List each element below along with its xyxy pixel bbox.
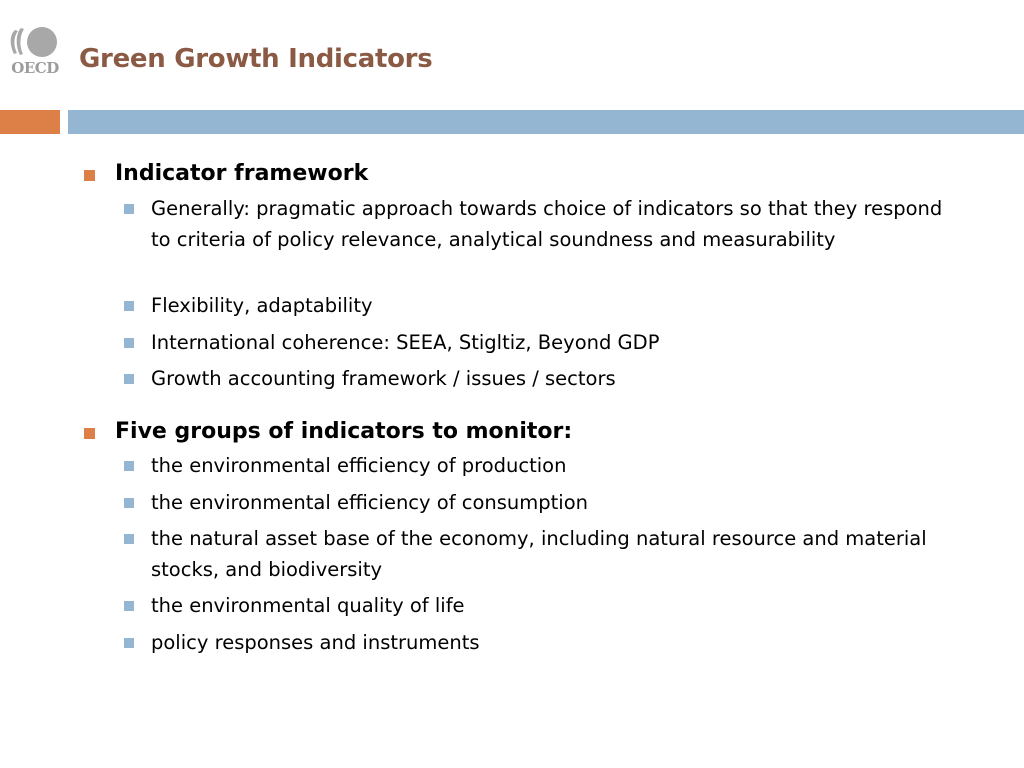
item-bullet — [124, 601, 134, 611]
list-item: International coherence: SEEA, Stigltiz, Beyond GDP — [151, 331, 660, 354]
list-item: the environmental quality of life — [151, 594, 465, 617]
oecd-logo-icon — [6, 24, 64, 60]
item-bullet — [124, 638, 134, 648]
oecd-logo — [6, 24, 64, 80]
list-item: the natural asset base of the economy, including natural resource and material stocks, and biodiversity — [151, 527, 927, 581]
item-bullet — [124, 498, 134, 508]
item-bullet — [124, 461, 134, 471]
section-bullet — [84, 428, 95, 439]
section-bullet — [84, 170, 95, 181]
title-accent-bar-orange — [0, 110, 60, 134]
slide-title: Green Growth Indicators — [79, 44, 433, 74]
list-item: Generally: pragmatic approach towards choice of indicators so that they respond to criteria of policy relevance, analytical soundness and measurability — [151, 197, 943, 251]
item-bullet — [124, 204, 134, 214]
title-accent-bar-blue — [68, 110, 1024, 134]
list-item: policy responses and instruments — [151, 631, 480, 654]
list-item: the environmental efficiency of consumption — [151, 491, 589, 514]
list-item: the environmental efficiency of production — [151, 454, 567, 477]
item-bullet — [124, 534, 134, 544]
item-bullet — [124, 374, 134, 384]
item-bullet — [124, 338, 134, 348]
list-item: Growth accounting framework / issues / sectors — [151, 367, 616, 390]
item-bullet — [124, 301, 134, 311]
section-heading: Five groups of indicators to monitor: — [115, 419, 573, 444]
oecd-logo-text: OECD — [11, 59, 59, 77]
section-heading: Indicator framework — [115, 161, 369, 186]
list-item: Flexibility, adaptability — [151, 294, 373, 317]
